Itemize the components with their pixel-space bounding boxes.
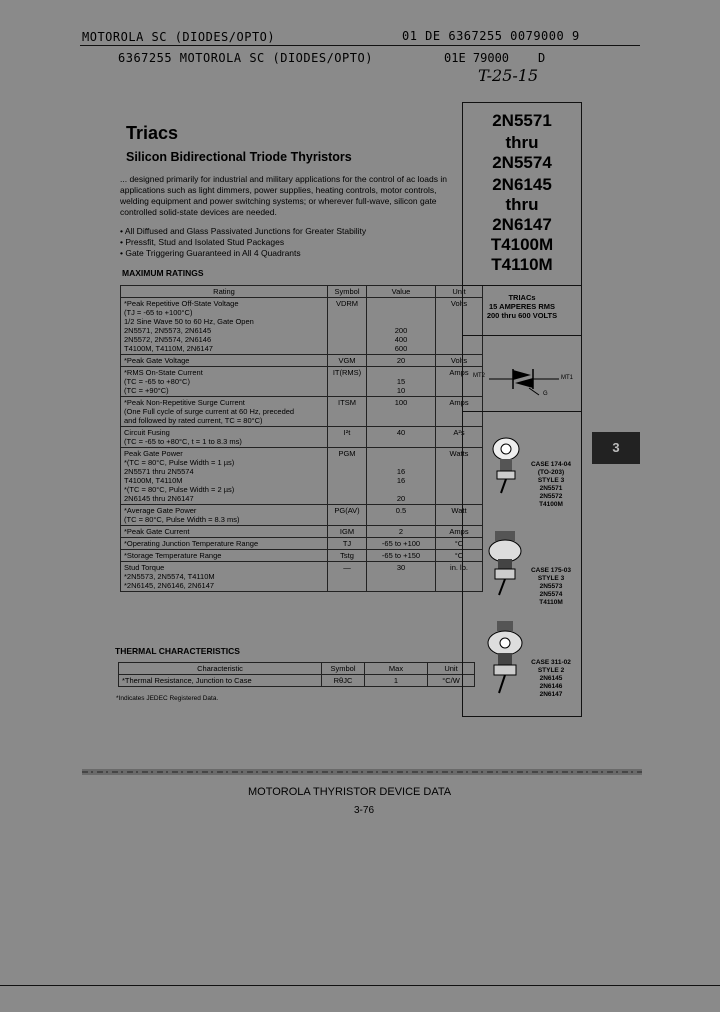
rating-cell: *Peak Non-Repetitive Surge Current (One Full cycle of surge current at 60 Hz, preceded and followed by rated current, TC = 80°C) — [121, 397, 328, 427]
mt2-label: MT2 — [473, 373, 485, 379]
table-row — [121, 505, 483, 526]
thermal-table — [118, 662, 475, 687]
page-number: 3-76 — [354, 805, 375, 816]
case-line: CASE 174-04 — [530, 461, 572, 468]
thermal-heading: THERMAL CHARACTERISTICS — [115, 646, 240, 656]
part-number: 2N6145 — [492, 175, 552, 194]
case-line: T4100M — [539, 501, 563, 508]
header-rule — [80, 45, 640, 46]
symbol-cell: PGM — [328, 448, 367, 505]
section-tab: 3 — [592, 432, 640, 464]
feature-item: • All Diffused and Glass Passivated Junctions for Greater Stability — [120, 226, 460, 237]
unit-cell: Volts — [436, 298, 483, 355]
unit-cell: Watts — [436, 448, 483, 505]
case-line: CASE 175-03 — [530, 567, 572, 574]
symbol-cell: PG(AV) — [328, 505, 367, 526]
part-number: 2N5574 — [492, 153, 552, 172]
unit-cell: °C/W — [428, 675, 475, 687]
part-number: thru — [505, 133, 539, 152]
table-row — [121, 427, 483, 448]
symbol-cell: VGM — [328, 355, 367, 367]
max-cell: 1 — [365, 675, 428, 687]
part-number: thru — [505, 195, 539, 214]
header-line2-right: D — [538, 51, 546, 65]
table-header-row — [121, 286, 483, 298]
symbol-cell: IGM — [328, 526, 367, 538]
part-number: T4100M — [490, 235, 554, 254]
rating-cell: Peak Gate Power *(TC = 80°C, Pulse Width = 1 µs) 2N5571 thru 2N5574 T4100M, T4110M *(TC = 80°C, Pulse Width = 2 µs) 2N6145 thru 2N6147 — [121, 448, 328, 505]
col-symbol: Symbol — [328, 286, 367, 298]
case-line: 2N5572 — [539, 493, 563, 500]
rating-cell: Circuit Fusing (TC = -65 to +80°C, t = 1 to 8.3 ms) — [121, 427, 328, 448]
table-row — [121, 298, 483, 355]
bottom-rule — [0, 985, 720, 986]
value-cell: -65 to +150 — [367, 550, 436, 562]
header-line1-left: MOTOROLA SC (DIODES/OPTO) — [82, 30, 276, 44]
box-divider — [463, 335, 581, 336]
part-number: 2N6147 — [492, 215, 552, 234]
table-row — [121, 397, 483, 427]
unit-cell: Amps — [436, 526, 483, 538]
rating-line: 15 AMPERES RMS — [489, 302, 555, 311]
table-row — [121, 538, 483, 550]
col-characteristic: Characteristic — [119, 663, 322, 675]
col-unit: Unit — [436, 286, 483, 298]
box-divider — [463, 285, 581, 286]
value-cell: -65 to +100 — [367, 538, 436, 550]
symbol-cell: IT(RMS) — [328, 367, 367, 397]
footer-title: MOTOROLA THYRISTOR DEVICE DATA — [248, 786, 452, 798]
max-ratings-table — [120, 285, 483, 592]
handwritten-note: T-25-15 — [478, 66, 539, 85]
value-cell: 2 — [367, 526, 436, 538]
rating-cell: *Average Gate Power (TC = 80°C, Pulse Width = 8.3 ms) — [121, 505, 328, 526]
case-line: CASE 311-02 — [531, 659, 571, 666]
col-value: Value — [367, 286, 436, 298]
case-line: STYLE 3 — [537, 477, 565, 484]
case-line: 2N6146 — [539, 683, 563, 690]
header-line2-left: 6367255 MOTOROLA SC (DIODES/OPTO) — [118, 51, 373, 65]
value-cell: 100 — [367, 397, 436, 427]
case-line: T4110M — [539, 599, 563, 606]
unit-cell: Amps — [436, 367, 483, 397]
symbol-cell: TJ — [328, 538, 367, 550]
case-line: 2N5574 — [539, 591, 563, 598]
col-unit: Unit — [428, 663, 475, 675]
page-subtitle: Silicon Bidirectional Triode Thyristors — [126, 150, 352, 164]
rating-cell: Stud Torque *2N5573, 2N5574, T4110M *2N6145, 2N6146, 2N6147 — [121, 562, 328, 592]
case-line: STYLE 3 — [537, 575, 565, 582]
table-row — [119, 675, 475, 687]
case-line: (TO-203) — [537, 469, 565, 476]
box-divider — [463, 411, 581, 412]
mt1-label: MT1 — [561, 375, 573, 381]
rating-summary — [463, 293, 581, 320]
case-line: STYLE 2 — [537, 667, 565, 674]
rating-line: TRIACs — [508, 293, 536, 302]
max-ratings-heading: MAXIMUM RATINGS — [122, 268, 204, 278]
part-number: 2N5571 — [492, 111, 552, 130]
col-symbol: Symbol — [322, 663, 365, 675]
case-label — [521, 659, 581, 699]
case-label — [521, 461, 581, 509]
rating-cell: *RMS On-State Current (TC = -65 to +80°C) (TC = +90°C) — [121, 367, 328, 397]
unit-cell: in. lb. — [436, 562, 483, 592]
part-number: T4110M — [491, 255, 553, 274]
part-number-box — [462, 102, 582, 717]
unit-cell: Volts — [436, 355, 483, 367]
rating-cell: *Storage Temperature Range — [121, 550, 328, 562]
header-line2-mid: 01E 79000 — [444, 51, 510, 65]
gate-label: G — [543, 391, 548, 397]
value-cell: 20 — [367, 355, 436, 367]
page-title: Triacs — [126, 123, 179, 143]
symbol-cell: ITSM — [328, 397, 367, 427]
col-rating: Rating — [121, 286, 328, 298]
value-cell: 16 16 20 — [367, 448, 436, 505]
triac-symbol-icon — [467, 361, 577, 401]
symbol-cell: I²t — [328, 427, 367, 448]
feature-item: • Gate Triggering Guaranteed in All 4 Quadrants — [120, 248, 460, 259]
unit-cell: Watt — [436, 505, 483, 526]
symbol-cell: VDRM — [328, 298, 367, 355]
scan-noise-strip — [82, 766, 642, 778]
rating-cell: *Peak Repetitive Off-State Voltage (TJ = -65 to +100°C) 1/2 Sine Wave 50 to 60 Hz, Gate Open 2N5571, 2N5573, 2N6145 2N5572, 2N5574, 2N6146 T4100M, T4110M, 2N6147 — [121, 298, 328, 355]
symbol-cell: RθJC — [322, 675, 365, 687]
feature-item: • Pressfit, Stud and Isolated Stud Packages — [120, 237, 460, 248]
value-cell: 200 400 600 — [367, 298, 436, 355]
table-row — [121, 562, 483, 592]
case-line: 2N6147 — [539, 691, 563, 698]
value-cell: 0.5 — [367, 505, 436, 526]
rating-cell: *Peak Gate Current — [121, 526, 328, 538]
table-row — [121, 448, 483, 505]
unit-cell: A²s — [436, 427, 483, 448]
case-line: 2N5573 — [539, 583, 563, 590]
col-max: Max — [365, 663, 428, 675]
symbol-cell: — — [328, 562, 367, 592]
table-header-row — [119, 663, 475, 675]
table-row — [121, 355, 483, 367]
case-line: 2N5571 — [539, 485, 563, 492]
unit-cell: Amps — [436, 397, 483, 427]
unit-cell: °C — [436, 550, 483, 562]
value-cell: 15 10 — [367, 367, 436, 397]
table-row — [121, 367, 483, 397]
header-line1-right: 01 DE 6367255 0079000 9 — [402, 29, 580, 43]
feature-list — [120, 226, 460, 259]
jedec-note: *Indicates JEDEC Registered Data. — [116, 695, 219, 702]
case-line: 2N6145 — [539, 675, 563, 682]
case-label — [521, 567, 581, 607]
value-cell: 40 — [367, 427, 436, 448]
symbol-cell: Tstg — [328, 550, 367, 562]
table-row — [121, 550, 483, 562]
characteristic-cell: *Thermal Resistance, Junction to Case — [119, 675, 322, 687]
rating-cell: *Operating Junction Temperature Range — [121, 538, 328, 550]
table-row — [121, 526, 483, 538]
rating-line: 200 thru 600 VOLTS — [486, 311, 558, 320]
rating-cell: *Peak Gate Voltage — [121, 355, 328, 367]
unit-cell: °C — [436, 538, 483, 550]
value-cell: 30 — [367, 562, 436, 592]
description: ... designed primarily for industrial and military applications for the control of ac loads in applications such as light dimmers, power supplies, heating controls, motor controls, welding equipment and power switching systems; or wherever full-wave, silicon gate controlled solid-state devices are needed. — [120, 174, 447, 217]
